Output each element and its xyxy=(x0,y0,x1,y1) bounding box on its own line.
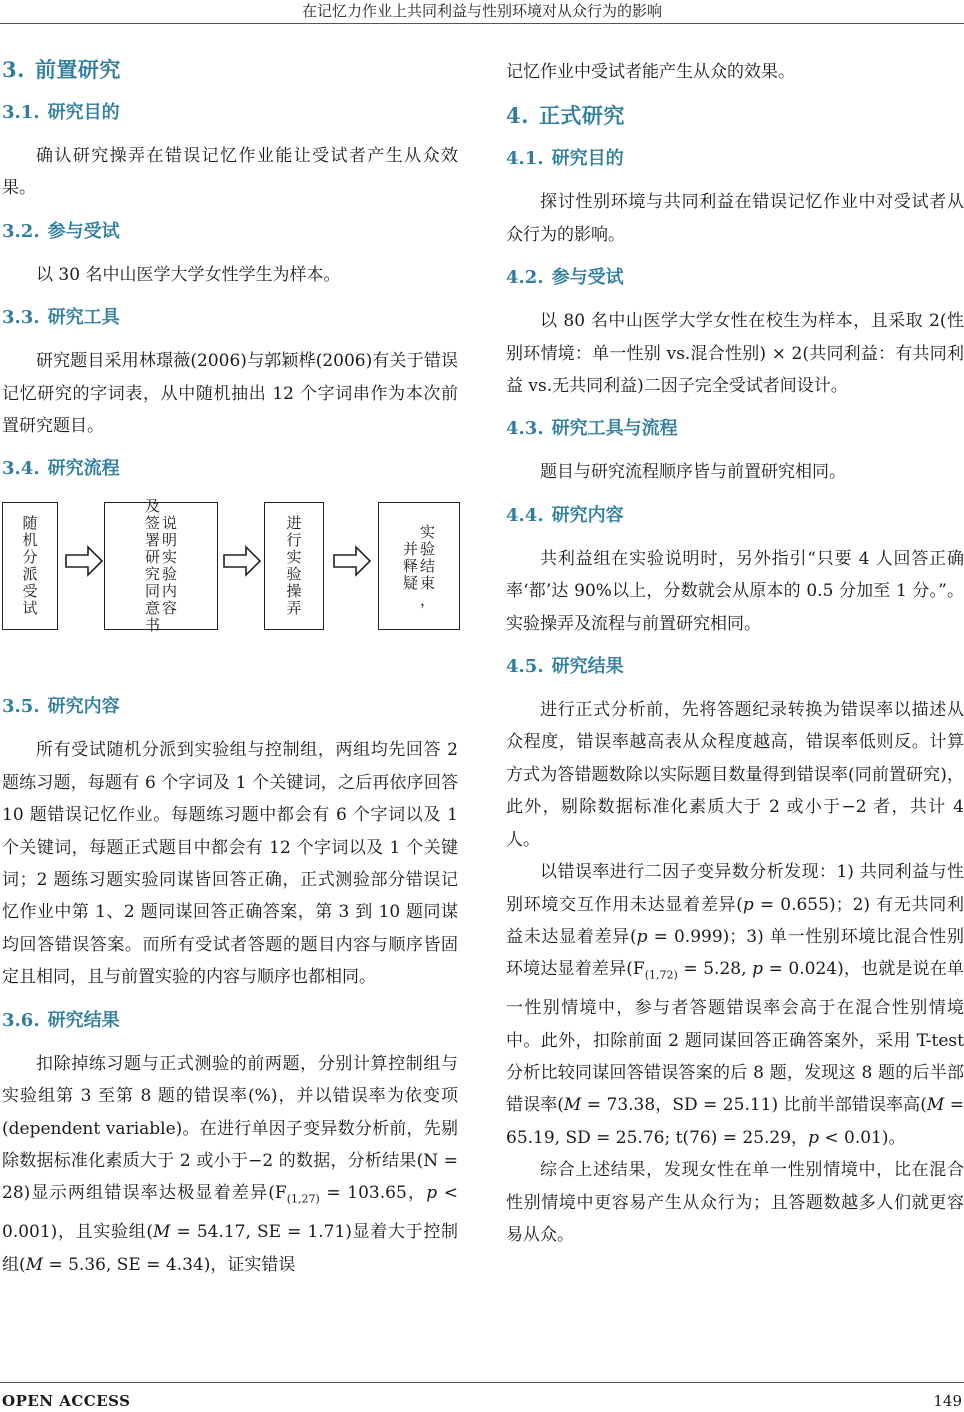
left-column xyxy=(2,56,458,1295)
heading-title: 研究流程 xyxy=(47,458,120,480)
subsection-heading-3-1 xyxy=(2,100,458,126)
text-run: < 0.001)，且实验组( xyxy=(2,1183,458,1243)
heading-number: 3.3. xyxy=(2,307,40,329)
heading-title: 参与受试 xyxy=(551,267,624,289)
heading-title: 正式研究 xyxy=(538,103,625,129)
paragraph-3-1: 确认研究操弄在错误记忆作业能让受试者产生从众效果。 xyxy=(2,146,458,199)
flow-text xyxy=(286,515,301,617)
heading-number: 4.1. xyxy=(506,148,544,170)
text-run: M xyxy=(926,1095,945,1116)
flow-char: 及 xyxy=(144,497,160,516)
flow-char: 书 xyxy=(144,616,160,635)
text-run: p xyxy=(752,959,763,980)
paragraph-4-2: 以 80 名中山医学大学女性在校生为样本，且采取 2(性别环情境：单一性别 vs.混合性别) × 2(共同利益：有共同利益 vs.无共同利益)二因子完全受试者间设计。 xyxy=(506,311,964,397)
text-run: p xyxy=(742,894,754,915)
flow-box-instructions xyxy=(104,497,218,635)
subsection-heading-4-5 xyxy=(506,654,964,680)
flow-char: 弄 xyxy=(286,599,302,618)
flow-char: 试 xyxy=(22,599,38,618)
flow-char: 署 xyxy=(144,531,160,550)
flow-char: 受 xyxy=(22,582,38,601)
flow-char: 实 xyxy=(420,522,436,541)
subsection-heading-3-4 xyxy=(2,456,458,482)
page-number: 149 xyxy=(933,1392,962,1410)
paragraph-4-5-1: 进行正式分析前，先将答题纪录转换为错误率以描述从众程度，错误率越高表从众程度越高，错误率低则反。计算方式为答错题数除以实际题目数量得到错误率(同前置研究)，此外，剔除数据标准化素质大于 2 或小于−2 者，共计 4 人。 xyxy=(506,700,964,850)
flow-char: 行 xyxy=(286,531,302,550)
flow-char: 并 xyxy=(402,539,418,558)
paragraph-3-5: 所有受试随机分派到实验组与控制组，两组均先回答 2 题练习题，每题有 6 个字词及 1 个关键词，之后再依序回答 10 题错误记忆作业。每题练习题中都会有 6 个字词以及 1 个关键词，每题正式题目中都会有 12 个字词以及 1 个关键词；2 题练习题实验同谋皆回答正确，正式测验部分错误记忆作业中第 1、2 题同谋回答正确答案，第 3 到 10 题同谋均回答错误答案。而所有受试者答题的题目内容与顺序皆固定且相同，且与前置实验的内容与顺序也都相同。 xyxy=(2,740,458,988)
paragraph-4-5-2 xyxy=(506,856,964,1154)
subsection-heading-3-5 xyxy=(2,694,458,720)
flow-char: 验 xyxy=(286,565,302,584)
flow-box-random-assignment xyxy=(2,502,58,630)
heading-number: 4.4. xyxy=(506,504,544,526)
flow-char: 说 xyxy=(162,514,178,533)
heading-number: 4.5. xyxy=(506,656,544,678)
text-run: = 0.655)；2) 有无共同利益未达显着差异( xyxy=(506,894,964,947)
right-column xyxy=(506,56,964,1265)
subsection-heading-4-1 xyxy=(506,146,964,172)
flow-char: 明 xyxy=(162,531,178,550)
flow-char: 释 xyxy=(402,556,418,575)
subsection-heading-4-2 xyxy=(506,265,964,291)
heading-title: 研究内容 xyxy=(551,504,624,526)
flow-char: 实 xyxy=(162,548,178,567)
flow-char: 签 xyxy=(144,514,160,533)
flow-box-manipulation xyxy=(264,502,324,630)
paragraph-4-4: 共利益组在实验说明时，另外指引“只要 4 人回答正确率‘都’达 90%以上，分数就会从原本的 0.5 分加至 1 分。”。实验操弄及流程与前置研究相同。 xyxy=(506,548,964,634)
paragraph-4-1: 探讨性别环境与共同利益在错误记忆作业中对受试者从众行为的影响。 xyxy=(506,192,964,245)
flow-char: 结 xyxy=(420,556,436,575)
paragraph-3-2: 以 30 名中山医学大学女性学生为样本。 xyxy=(36,264,341,285)
flow-char: 研 xyxy=(144,548,160,567)
text-run: M xyxy=(25,1254,44,1275)
subsection-heading-4-3 xyxy=(506,416,964,442)
flow-char: 内 xyxy=(162,582,178,601)
text-run: (1,27) xyxy=(286,1192,320,1206)
flow-char: 机 xyxy=(22,531,38,550)
heading-number: 3.2. xyxy=(2,220,40,242)
section-heading-4 xyxy=(506,102,964,130)
subsection-heading-4-4 xyxy=(506,503,964,529)
paragraph-3-3: 研究题目采用林璟薇(2006)与郭颖桦(2006)有关于错误记忆研究的字词表，从中随机抽出 12 个字词串作为本次前置研究题目。 xyxy=(2,351,458,437)
paragraph-3-6-continued: 记忆作业中受试者能产生从众的效果。 xyxy=(506,62,795,82)
flow-text xyxy=(145,498,160,634)
flow-char: ， xyxy=(420,590,436,609)
flow-char: 究 xyxy=(144,565,160,584)
section-heading-3 xyxy=(2,56,458,84)
heading-title: 研究工具与流程 xyxy=(551,418,678,440)
text-run: = 54.17, SE = 1.71)显着大于控制组( xyxy=(2,1222,458,1275)
heading-title: 参与受试 xyxy=(47,220,120,242)
text-run: = 103.65， xyxy=(319,1183,427,1204)
flow-char: 实 xyxy=(286,548,302,567)
right-arrow-icon xyxy=(222,544,262,578)
flow-char: 验 xyxy=(420,539,436,558)
right-arrow-icon xyxy=(332,544,372,578)
heading-number: 3.6. xyxy=(2,1009,40,1031)
heading-title: 研究结果 xyxy=(47,1009,120,1031)
flow-char: 意 xyxy=(144,599,160,618)
heading-number: 4.2. xyxy=(506,267,544,289)
running-header: 在记忆力作业上共同利益与性别环境对从众行为的影响 xyxy=(301,2,662,20)
text-run: = 0.024)，也就是说在单一性别情境中，参与者答题错误率会高于在混合性别情境中。此外，扣除前面 2 题同谋回答正确答案外，采用 T-test 分析比较同谋回答错误答案的后 8 题，发现这 8 题的后半部错误率( xyxy=(506,959,964,1116)
text-run: M xyxy=(563,1095,582,1116)
paragraph-4-5-3: 综合上述结果，发现女性在单一性别情境中，比在混合性别情境中更容易产生从众行为；且答题数越多人们就更容易从众。 xyxy=(506,1160,964,1245)
flow-char: 操 xyxy=(286,582,302,601)
heading-number: 3.4. xyxy=(2,458,40,480)
flow-char: 同 xyxy=(144,582,160,601)
heading-title: 前置研究 xyxy=(34,57,121,82)
flow-char: 束 xyxy=(420,573,436,592)
text-run: = 5.28, xyxy=(677,959,753,980)
text-run: = 0.999)；3) 单一性别环境比混合性别环境达显着差异(F xyxy=(506,926,964,980)
flow-text xyxy=(162,515,177,617)
heading-title: 研究目的 xyxy=(47,102,120,123)
text-run: < 0.01)。 xyxy=(818,1127,906,1148)
footer-rule xyxy=(0,1382,964,1383)
heading-number: 4.3. xyxy=(506,418,544,440)
flow-text xyxy=(403,541,418,592)
paragraph-3-6 xyxy=(2,1048,458,1281)
subsection-heading-3-3 xyxy=(2,305,458,331)
text-run: = 73.38，SD = 25.11) 比前半部错误率高( xyxy=(581,1095,927,1116)
flow-text xyxy=(420,524,435,609)
heading-title: 研究结果 xyxy=(551,656,624,678)
heading-number: 3.5. xyxy=(2,696,40,718)
flow-char: 分 xyxy=(22,548,38,567)
flow-char: 随 xyxy=(22,514,38,533)
flow-char: 派 xyxy=(22,565,38,584)
flow-text xyxy=(22,515,37,617)
heading-title: 研究工具 xyxy=(47,307,120,329)
header-rule xyxy=(0,23,964,24)
flow-char: 容 xyxy=(162,599,178,618)
heading-title: 研究目的 xyxy=(551,148,624,170)
procedure-flow-diagram xyxy=(2,496,458,646)
text-run: p xyxy=(636,926,648,947)
text-run: p xyxy=(808,1127,819,1148)
heading-number: 3. xyxy=(2,57,25,82)
flow-char: 验 xyxy=(162,565,178,584)
heading-title: 研究内容 xyxy=(47,696,120,718)
text-run: M xyxy=(153,1222,171,1243)
paragraph-4-3: 题目与研究流程顺序皆与前置研究相同。 xyxy=(540,462,846,483)
subsection-heading-3-2 xyxy=(2,219,458,245)
text-run: = 5.36, SE = 4.34)，证实错误 xyxy=(43,1254,296,1275)
subsection-heading-3-6 xyxy=(2,1008,458,1034)
right-arrow-icon xyxy=(64,544,104,578)
text-run: = 65.19, SD = 25.76; t(76) = 25.29， xyxy=(506,1095,964,1148)
flow-char: 进 xyxy=(286,514,302,533)
flow-char: 疑 xyxy=(402,573,418,592)
text-run: p xyxy=(426,1183,438,1204)
text-run: (1,72) xyxy=(644,968,678,982)
text-run: 以错误率进行二因子变异数分析发现：1) 共同利益与性别环境交互作用未达显着差异( xyxy=(506,862,964,915)
open-access-label: OPEN ACCESS xyxy=(2,1392,131,1410)
flow-box-debrief xyxy=(378,502,460,630)
text-run: 扣除掉练习题与正式测验的前两题，分别计算控制组与实验组第 3 至第 8 题的错误率(%)，并以错误率为依变项(dependent variable)。在进行单因子变异数分析前，先剔除数据标准化素质大于 2 或小于−2 的数据，分析结果(N = 28)显示两组错误率达极显着差异(F xyxy=(2,1053,458,1204)
heading-number: 4. xyxy=(506,103,529,129)
heading-number: 3.1. xyxy=(2,102,40,123)
